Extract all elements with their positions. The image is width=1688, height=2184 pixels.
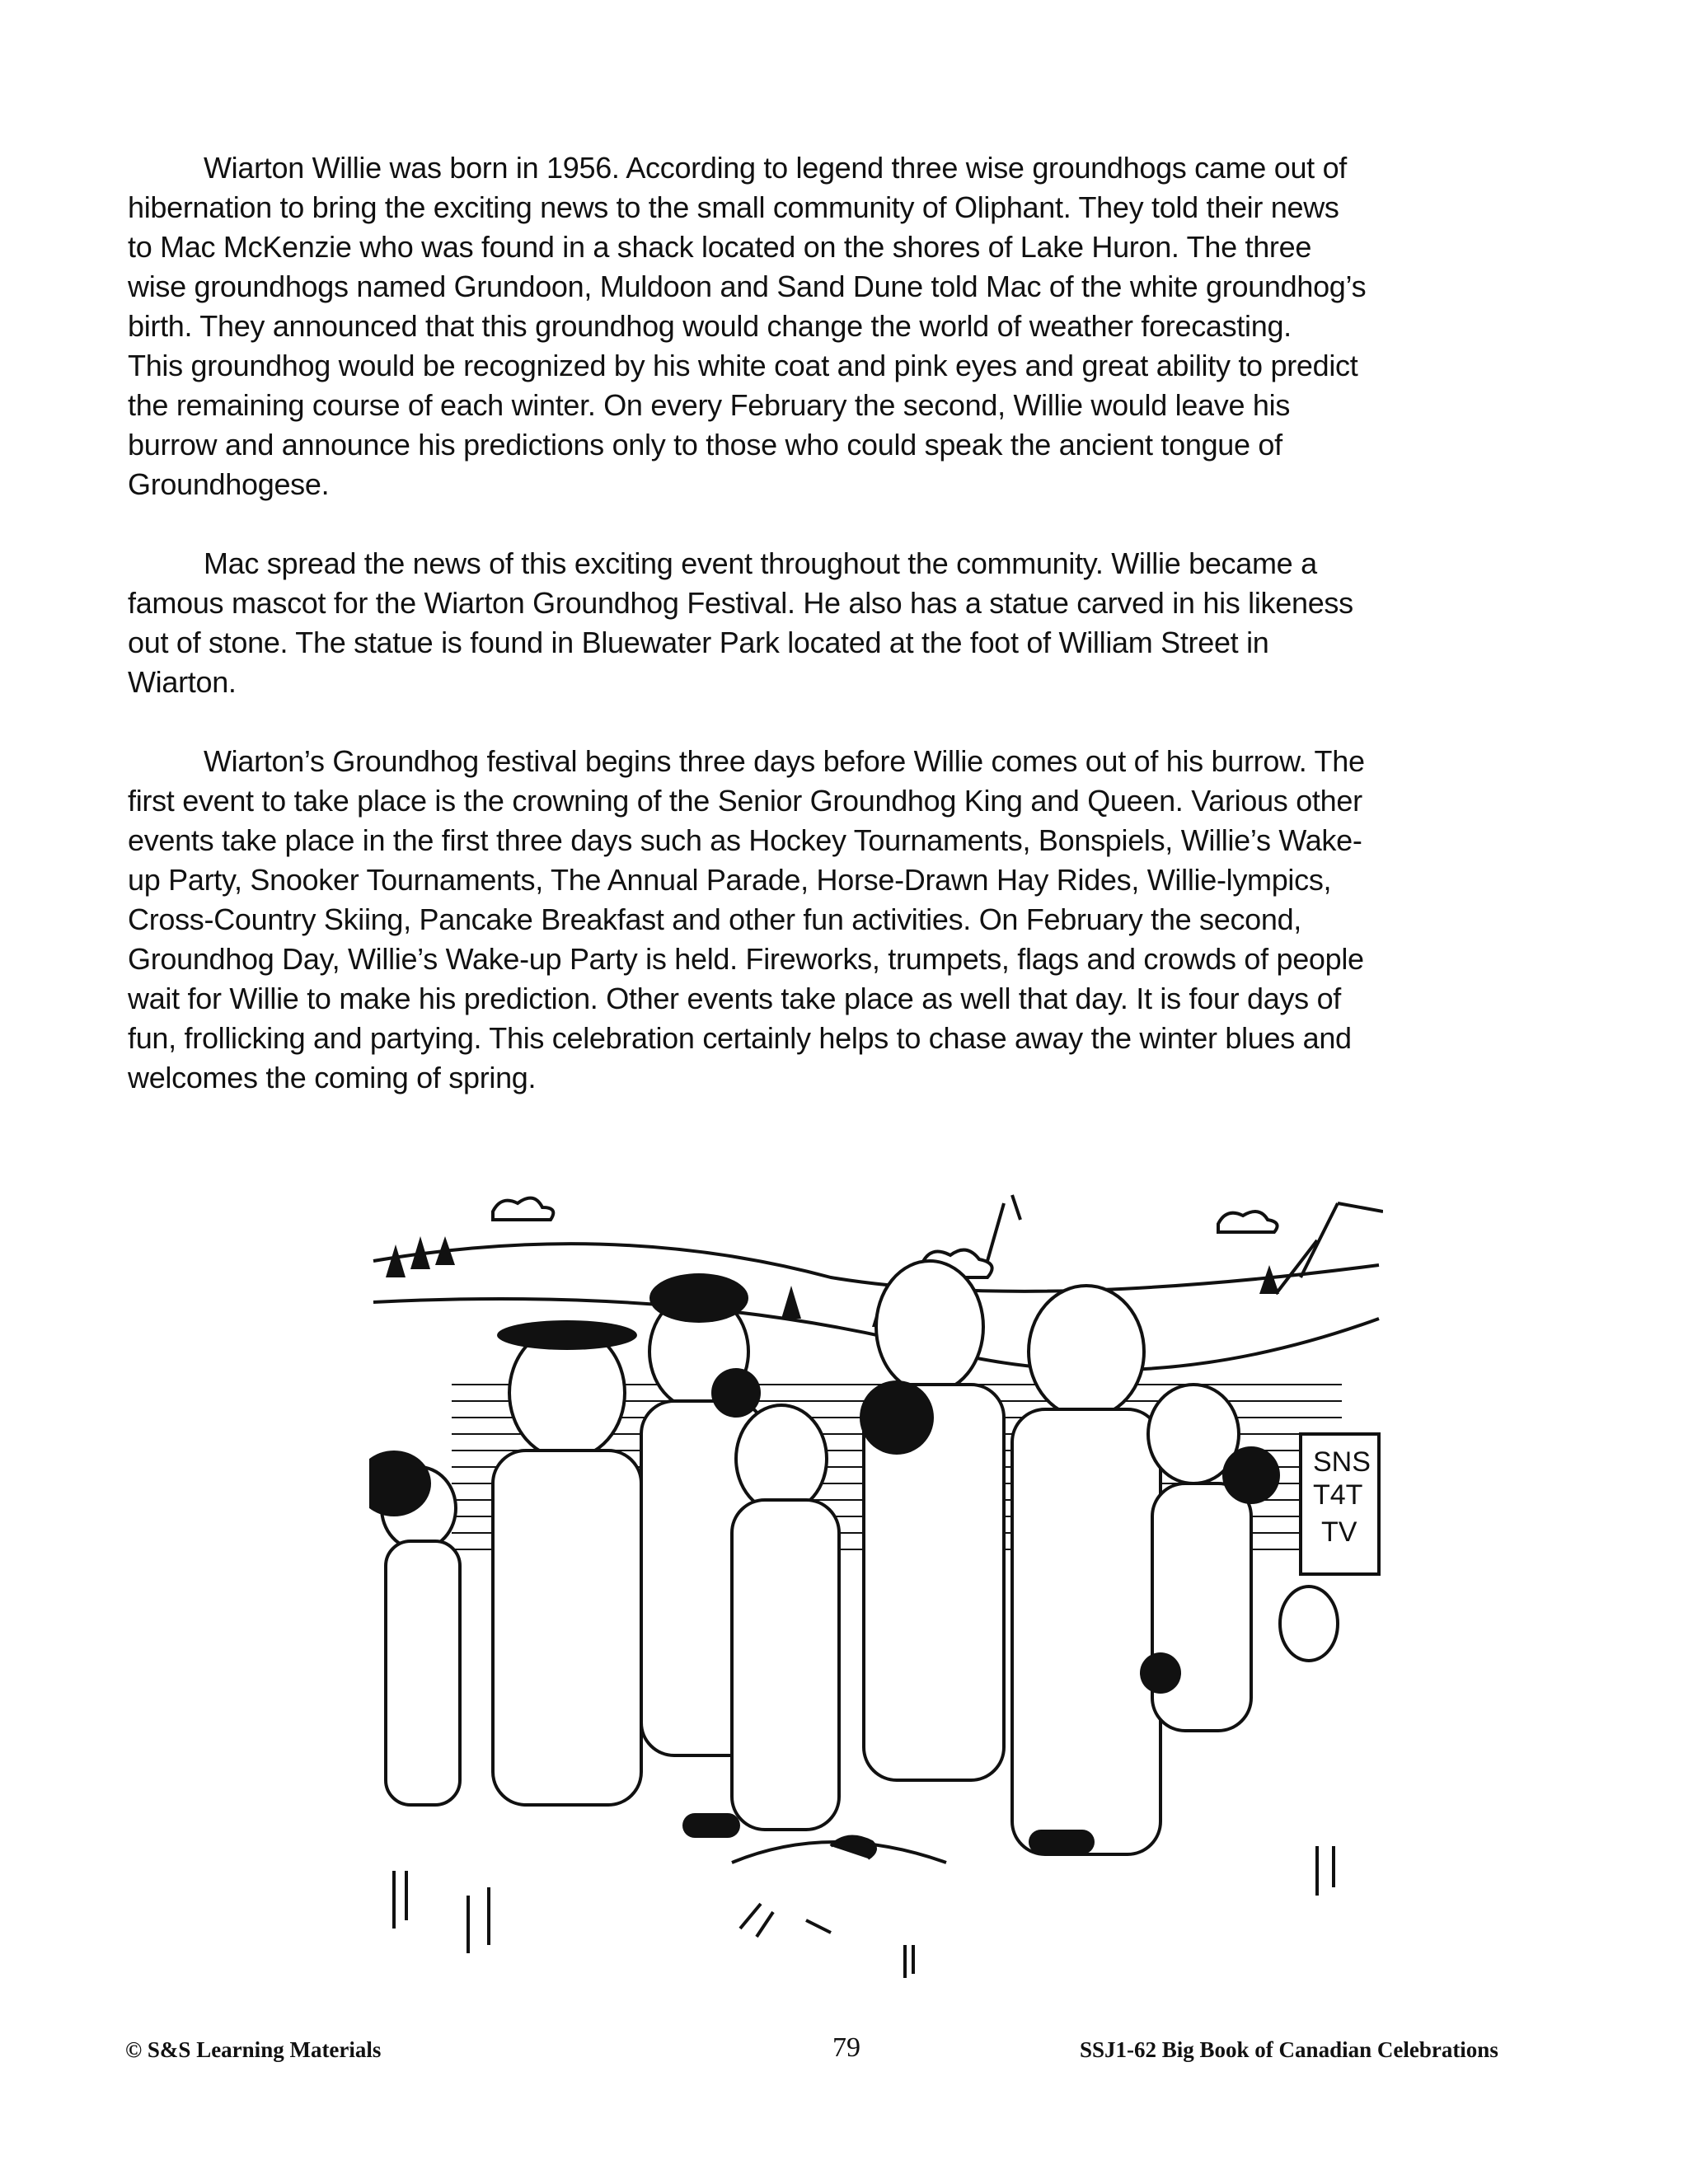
paragraph-1 <box>128 148 1578 504</box>
text-line: first event to take place is the crowning of the Senior Groundhog King and Queen. Various other <box>128 784 1362 818</box>
text-line: famous mascot for the Wiarton Groundhog Festival. He also has a statue carved in his likeness <box>128 586 1353 620</box>
text-line: welcomes the coming of spring. <box>128 1061 537 1094</box>
text-line: events take place in the first three days such as Hockey Tournaments, Bonspiels, Willie’s Wake- <box>128 823 1362 857</box>
page-number: 79 <box>832 2032 860 2063</box>
text-line: wait for Willie to make his prediction. Other events take place as well that day. It is four days of <box>128 982 1341 1015</box>
body-text <box>128 148 1578 1137</box>
text-line: birth. They announced that this groundhog would change the world of weather forecasting. <box>128 309 1292 343</box>
text-line: up Party, Snooker Tournaments, The Annual Parade, Horse-Drawn Hay Rides, Willie-lympics, <box>128 863 1332 897</box>
text-line: fun, frollicking and partying. This celebration certainly helps to chase away the winter blues and <box>128 1021 1352 1055</box>
text-line: Groundhog Day, Willie’s Wake-up Party is held. Fireworks, trumpets, flags and crowds of people <box>128 942 1364 976</box>
copyright-footer: © S&S Learning Materials <box>125 2037 382 2062</box>
text-line: the remaining course of each winter. On every February the second, Willie would leave his <box>128 388 1291 422</box>
branch <box>1276 1203 1383 1294</box>
text-line: to Mac McKenzie who was found in a shack located on the shores of Lake Huron. The three <box>128 230 1312 264</box>
text-line: out of stone. The statue is found in Bluewater Park located at the foot of William Street in <box>128 626 1269 659</box>
cloud-icon <box>493 1198 553 1220</box>
paragraph-3 <box>128 742 1578 1098</box>
paragraph-2 <box>128 544 1578 702</box>
text-line: Wiarton Willie was born in 1956. According to legend three wise groundhogs came out of <box>204 151 1347 185</box>
groundhog-day-crowd-illustration <box>369 1187 1383 1986</box>
text-line: Cross-Country Skiing, Pancake Breakfast and other fun activities. On February the second, <box>128 902 1302 936</box>
hill-line <box>373 1244 1379 1291</box>
text-line: Groundhogese. <box>128 467 330 501</box>
tv-sign-text: TV <box>1321 1516 1357 1548</box>
groundhog <box>831 1837 875 1858</box>
crowd-people <box>382 1261 1338 1854</box>
cloud-icon <box>1218 1212 1278 1232</box>
text-line: burrow and announce his predictions only to those who could speak the ancient tongue of <box>128 428 1282 462</box>
tv-sign-text: SNS <box>1313 1446 1371 1478</box>
text-line: hibernation to bring the exciting news to the small community of Oliphant. They told their news <box>128 190 1339 224</box>
text-line: Wiarton’s Groundhog festival begins three days before Willie comes out of his burrow. The <box>204 744 1365 778</box>
book-title-footer: SSJ1-62 Big Book of Canadian Celebrations <box>1080 2037 1498 2062</box>
text-line: This groundhog would be recognized by his white coat and pink eyes and great ability to predict <box>128 349 1358 382</box>
text-line: wise groundhogs named Grundoon, Muldoon and Sand Dune told Mac of the white groundhog’s <box>128 269 1367 303</box>
tree-group <box>386 1236 1279 1327</box>
text-line: Wiarton. <box>128 665 237 699</box>
tv-sign-text: T4T <box>1313 1479 1363 1511</box>
text-line: Mac spread the news of this exciting event throughout the community. Willie became a <box>204 546 1317 580</box>
snow-ground-marks <box>394 1846 1334 1978</box>
branch <box>987 1195 1020 1261</box>
